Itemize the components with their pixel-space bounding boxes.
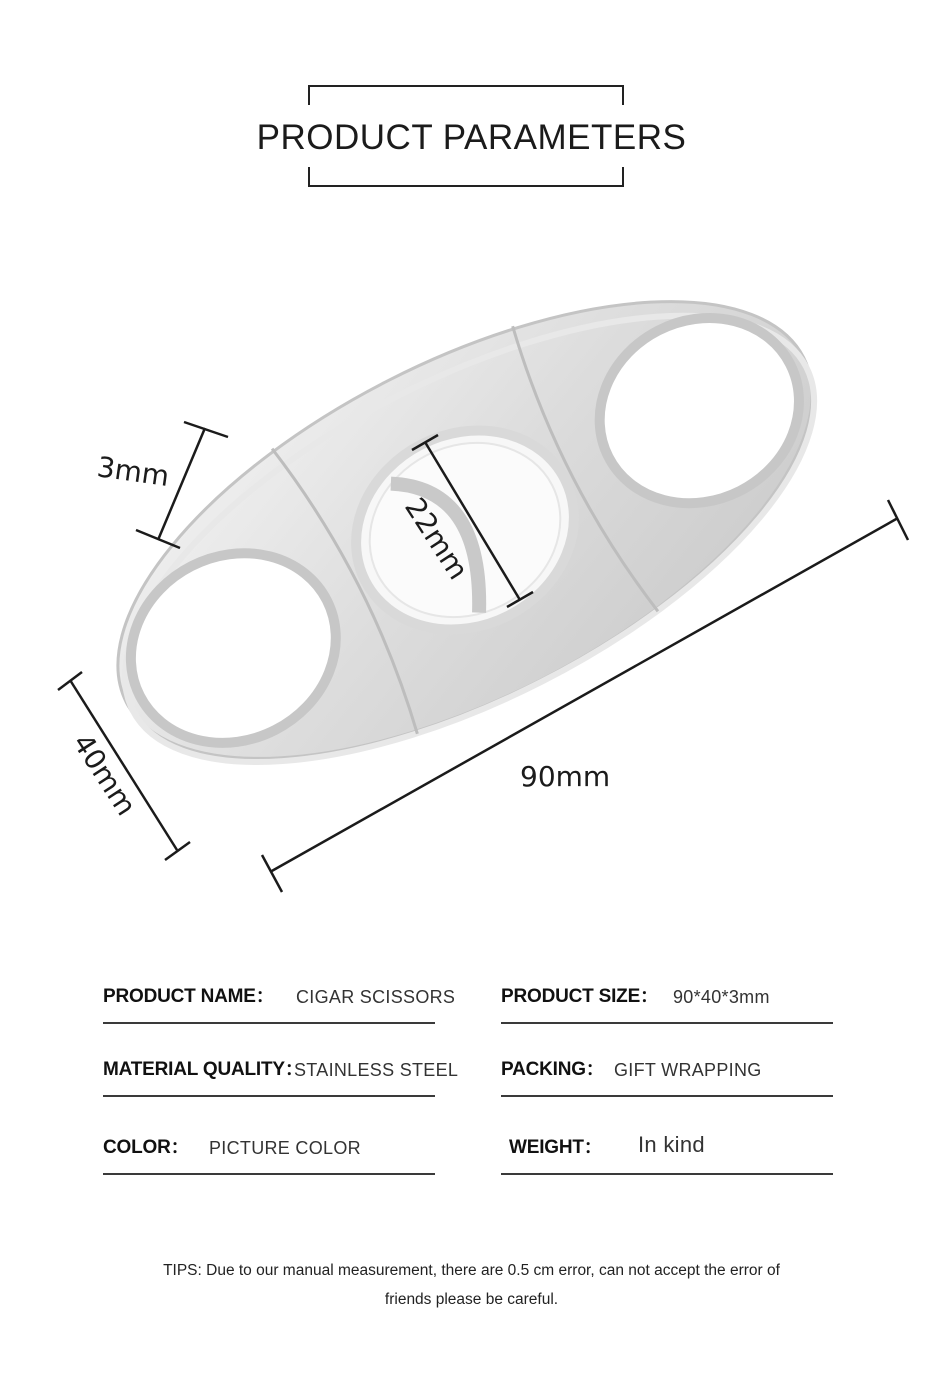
title-bracket-top xyxy=(308,85,624,105)
dimension-hole-label: 22mm xyxy=(398,491,475,586)
dimension-width-label: 40mm xyxy=(66,727,143,822)
param-value: PICTURE COLOR xyxy=(209,1138,361,1158)
param-value: 90*40*3mm xyxy=(673,987,770,1007)
param-color xyxy=(103,1133,435,1175)
param-label: PRODUCT SIZE： xyxy=(501,986,659,1007)
param-material xyxy=(103,1055,459,1097)
param-packing xyxy=(501,1055,833,1097)
param-label: WEIGHT： xyxy=(509,1137,603,1158)
param-label: MATERIAL QUALITY： xyxy=(103,1059,304,1080)
page-title: PRODUCT PARAMETERS xyxy=(256,118,687,157)
param-product-name xyxy=(103,982,456,1024)
param-label: COLOR： xyxy=(103,1137,190,1158)
title-bracket-bottom xyxy=(308,167,624,187)
param-label: PACKING： xyxy=(501,1059,605,1080)
param-value: STAINLESS STEEL xyxy=(294,1060,459,1080)
param-label: PRODUCT NAME： xyxy=(103,986,275,1007)
dimension-length-label: 90mm xyxy=(520,760,611,793)
param-value: CIGAR SCISSORS xyxy=(296,987,456,1007)
tips-line-2: friends please be careful. xyxy=(384,1291,559,1308)
param-product-size xyxy=(501,982,833,1024)
param-value: In kind xyxy=(638,1132,705,1157)
tips-note xyxy=(0,1256,943,1314)
tips-line-1: TIPS: Due to our manual measurement, there are 0.5 cm error, can not accept the error of xyxy=(163,1262,780,1279)
param-weight xyxy=(501,1133,833,1175)
param-value: GIFT WRAPPING xyxy=(614,1060,762,1080)
product-illustration xyxy=(0,270,943,910)
dimension-thickness-label: 3mm xyxy=(95,450,172,494)
